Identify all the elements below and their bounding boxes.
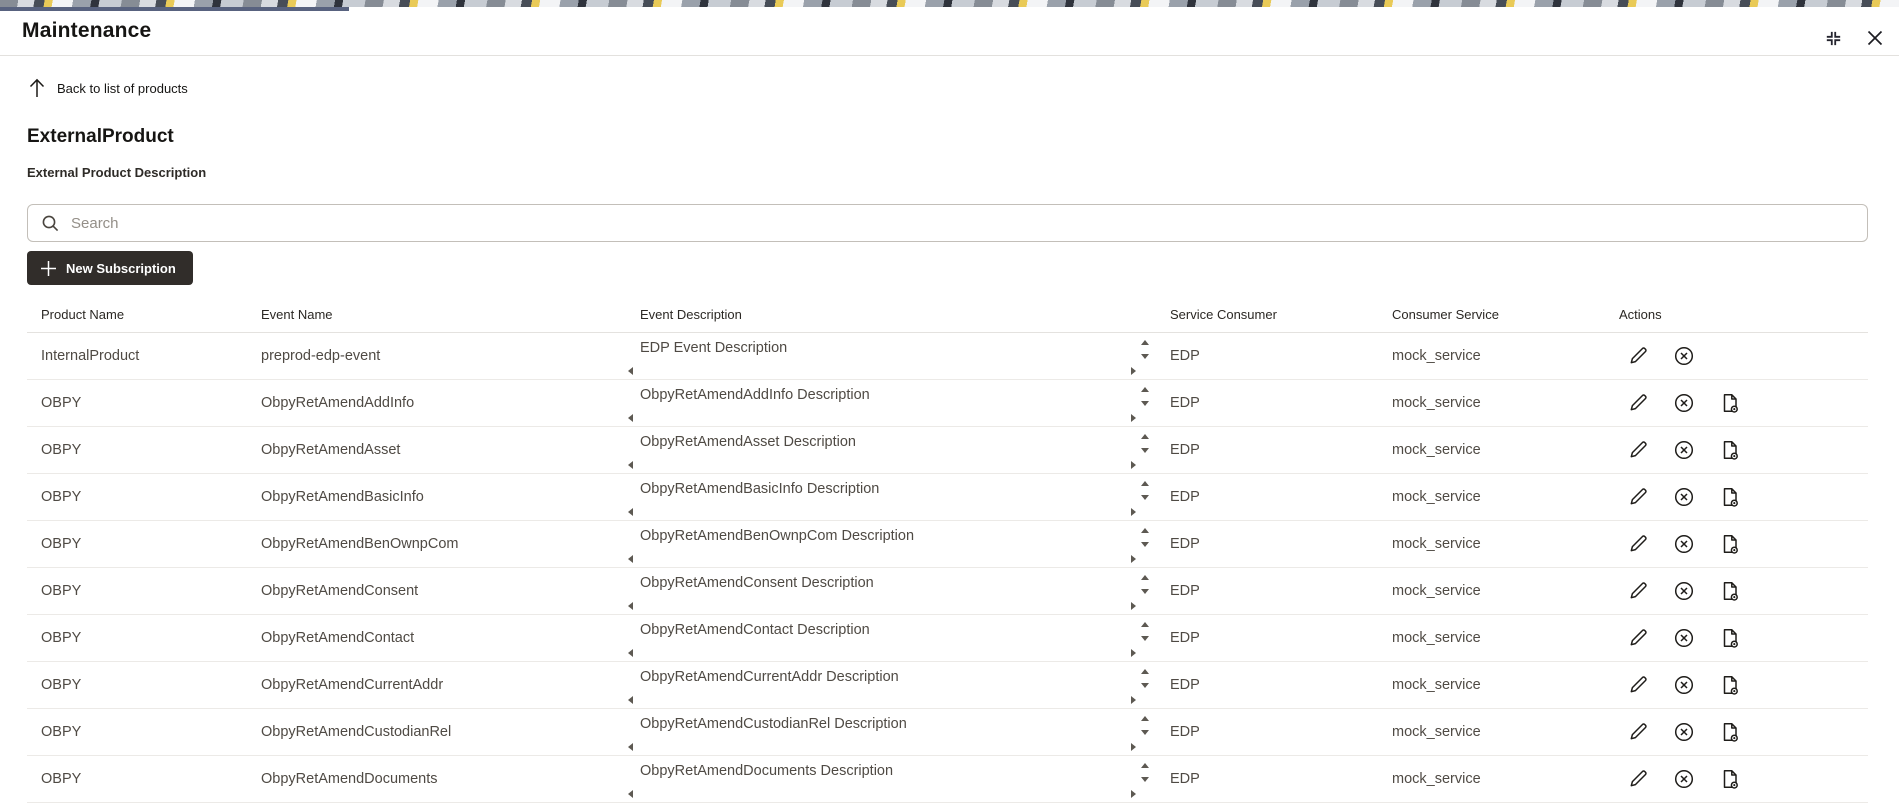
scroll-right-icon[interactable] [1131, 414, 1136, 422]
scroll-up-icon[interactable] [1141, 716, 1149, 721]
table-row [27, 709, 1868, 756]
unsubscribe-icon[interactable] [1673, 486, 1695, 508]
view-document-icon[interactable] [1719, 721, 1741, 743]
unsubscribe-icon[interactable] [1673, 392, 1695, 414]
back-link-label: Back to list of products [57, 80, 188, 96]
cell-event-name: ObpyRetAmendConsent [261, 583, 419, 599]
back-to-products-link[interactable] [27, 76, 188, 100]
event-description-text: ObpyRetAmendContact Description [640, 622, 870, 638]
cell-event-name: ObpyRetAmendCurrentAddr [261, 677, 444, 693]
scroll-down-icon[interactable] [1141, 777, 1149, 782]
cell-event-description[interactable] [626, 568, 1156, 614]
cell-event-name: ObpyRetAmendDocuments [261, 771, 438, 787]
cell-product-name: OBPY [41, 536, 82, 552]
cell-actions [1605, 392, 1868, 414]
cell-product-name: OBPY [41, 489, 82, 505]
edit-pencil-icon[interactable] [1627, 439, 1649, 461]
cell-product-name: OBPY [41, 677, 82, 693]
cell-product-name: OBPY [41, 724, 82, 740]
new-subscription-button[interactable] [27, 251, 193, 285]
scroll-left-icon[interactable] [628, 461, 633, 469]
edit-pencil-icon[interactable] [1627, 345, 1649, 367]
page-background-strip [0, 0, 1899, 7]
cell-event-description[interactable] [626, 427, 1156, 473]
close-icon [1865, 28, 1885, 48]
scroll-right-icon[interactable] [1131, 696, 1136, 704]
view-document-icon[interactable] [1719, 533, 1741, 555]
search-input[interactable] [71, 215, 1855, 232]
table-row [27, 333, 1868, 380]
up-arrow-icon [27, 77, 47, 99]
header-divider [0, 55, 1899, 56]
scroll-right-icon[interactable] [1131, 790, 1136, 798]
cell-actions [1605, 533, 1868, 555]
cell-product-name: OBPY [41, 771, 82, 787]
table-row [27, 474, 1868, 521]
page-subtitle: External Product Description [27, 165, 207, 180]
view-document-icon[interactable] [1719, 768, 1741, 790]
cell-product-name: OBPY [41, 583, 82, 599]
unsubscribe-icon[interactable] [1673, 674, 1695, 696]
cell-event-name: ObpyRetAmendAddInfo [261, 395, 415, 411]
column-header-event-name: Event Name [261, 306, 333, 322]
edit-pencil-icon[interactable] [1627, 392, 1649, 414]
table-row [27, 662, 1868, 709]
scroll-left-icon[interactable] [628, 602, 633, 610]
column-header-actions: Actions [1619, 306, 1662, 322]
cell-service-consumer: EDP [1170, 395, 1200, 411]
cell-event-name: ObpyRetAmendContact [261, 630, 415, 646]
edit-pencil-icon[interactable] [1627, 768, 1649, 790]
cell-service-consumer: EDP [1170, 771, 1200, 787]
cell-service-consumer: EDP [1170, 724, 1200, 740]
cell-event-description[interactable] [626, 333, 1156, 379]
scroll-up-icon[interactable] [1141, 481, 1149, 486]
cell-consumer-service: mock_service [1392, 442, 1481, 458]
view-document-icon[interactable] [1719, 392, 1741, 414]
scroll-right-icon[interactable] [1131, 649, 1136, 657]
scroll-left-icon[interactable] [628, 414, 633, 422]
cell-event-description[interactable] [626, 521, 1156, 567]
cell-actions [1605, 721, 1868, 743]
cell-event-description[interactable] [626, 380, 1156, 426]
unsubscribe-icon[interactable] [1673, 533, 1695, 555]
table-row [27, 756, 1868, 803]
scroll-right-icon[interactable] [1131, 743, 1136, 751]
cell-actions [1605, 674, 1868, 696]
scroll-up-icon[interactable] [1141, 622, 1149, 627]
cell-consumer-service: mock_service [1392, 677, 1481, 693]
scroll-down-icon[interactable] [1141, 495, 1149, 500]
edit-pencil-icon[interactable] [1627, 627, 1649, 649]
cell-product-name: InternalProduct [41, 348, 140, 364]
cell-consumer-service: mock_service [1392, 771, 1481, 787]
cell-event-description[interactable] [626, 615, 1156, 661]
scroll-left-icon[interactable] [628, 743, 633, 751]
cell-event-description[interactable] [626, 662, 1156, 708]
cell-consumer-service: mock_service [1392, 724, 1481, 740]
cell-event-description[interactable] [626, 709, 1156, 755]
cell-service-consumer: EDP [1170, 489, 1200, 505]
unsubscribe-icon[interactable] [1673, 439, 1695, 461]
scroll-down-icon[interactable] [1141, 730, 1149, 735]
unsubscribe-icon[interactable] [1673, 721, 1695, 743]
cell-product-name: OBPY [41, 630, 82, 646]
event-description-text: ObpyRetAmendConsent Description [640, 575, 874, 591]
cell-event-name: ObpyRetAmendCustodianRel [261, 724, 452, 740]
scroll-left-icon[interactable] [628, 790, 633, 798]
scroll-down-icon[interactable] [1141, 542, 1149, 547]
scroll-right-icon[interactable] [1131, 508, 1136, 516]
dialog-header [0, 11, 1899, 55]
view-document-icon[interactable] [1719, 627, 1741, 649]
unsubscribe-icon[interactable] [1673, 768, 1695, 790]
search-icon [40, 213, 61, 234]
cell-consumer-service: mock_service [1392, 395, 1481, 411]
cell-service-consumer: EDP [1170, 583, 1200, 599]
edit-pencil-icon[interactable] [1627, 580, 1649, 602]
edit-pencil-icon[interactable] [1627, 674, 1649, 696]
table-body [27, 333, 1868, 803]
view-document-icon[interactable] [1719, 674, 1741, 696]
scroll-up-icon[interactable] [1141, 669, 1149, 674]
event-description-text: ObpyRetAmendBenOwnpCom Description [640, 528, 915, 544]
cell-event-description[interactable] [626, 756, 1156, 802]
event-description-text: EDP Event Description [640, 340, 788, 356]
cell-event-name: ObpyRetAmendBenOwnpCom [261, 536, 459, 552]
scroll-up-icon[interactable] [1141, 575, 1149, 580]
scroll-up-icon[interactable] [1141, 434, 1149, 439]
scroll-right-icon[interactable] [1131, 461, 1136, 469]
scroll-down-icon[interactable] [1141, 636, 1149, 641]
scroll-left-icon[interactable] [628, 649, 633, 657]
column-header-event-description: Event Description [640, 306, 742, 322]
cell-event-name: preprod-edp-event [261, 348, 381, 364]
cell-event-description[interactable] [626, 474, 1156, 520]
view-document-icon[interactable] [1719, 580, 1741, 602]
cell-consumer-service: mock_service [1392, 583, 1481, 599]
cell-consumer-service: mock_service [1392, 348, 1481, 364]
cell-service-consumer: EDP [1170, 536, 1200, 552]
scroll-up-icon[interactable] [1141, 763, 1149, 768]
scroll-right-icon[interactable] [1131, 555, 1136, 563]
cell-consumer-service: mock_service [1392, 536, 1481, 552]
table-row [27, 615, 1868, 662]
cell-actions [1605, 486, 1868, 508]
scroll-down-icon[interactable] [1141, 683, 1149, 688]
view-document-icon[interactable] [1719, 439, 1741, 461]
new-subscription-label: New Subscription [66, 260, 176, 276]
table-row [27, 427, 1868, 474]
table-row [27, 380, 1868, 427]
table-row [27, 521, 1868, 568]
scroll-left-icon[interactable] [628, 367, 633, 375]
cell-consumer-service: mock_service [1392, 630, 1481, 646]
event-description-text: ObpyRetAmendCustodianRel Description [640, 716, 907, 732]
subscriptions-table [27, 296, 1868, 803]
cell-event-name: ObpyRetAmendAsset [261, 442, 401, 458]
scroll-down-icon[interactable] [1141, 354, 1149, 359]
column-header-consumer-service: Consumer Service [1392, 306, 1499, 322]
unsubscribe-icon[interactable] [1673, 627, 1695, 649]
search-box [27, 204, 1868, 242]
table-row [27, 568, 1868, 615]
cell-event-name: ObpyRetAmendBasicInfo [261, 489, 424, 505]
cell-service-consumer: EDP [1170, 677, 1200, 693]
event-description-text: ObpyRetAmendAsset Description [640, 434, 856, 450]
table-header-row [27, 296, 1868, 333]
scroll-up-icon[interactable] [1141, 528, 1149, 533]
cell-actions [1605, 580, 1868, 602]
event-description-text: ObpyRetAmendAddInfo Description [640, 387, 870, 403]
cell-product-name: OBPY [41, 442, 82, 458]
scroll-down-icon[interactable] [1141, 448, 1149, 453]
unsubscribe-icon[interactable] [1673, 345, 1695, 367]
page-title: ExternalProduct [27, 126, 174, 147]
edit-pencil-icon[interactable] [1627, 721, 1649, 743]
cell-actions [1605, 345, 1868, 367]
collapse-dialog-button[interactable] [1820, 25, 1846, 51]
cell-product-name: OBPY [41, 395, 82, 411]
scroll-right-icon[interactable] [1131, 367, 1136, 375]
scroll-left-icon[interactable] [628, 508, 633, 516]
cell-consumer-service: mock_service [1392, 489, 1481, 505]
scroll-right-icon[interactable] [1131, 602, 1136, 610]
edit-pencil-icon[interactable] [1627, 486, 1649, 508]
scroll-down-icon[interactable] [1141, 401, 1149, 406]
event-description-text: ObpyRetAmendDocuments Description [640, 763, 894, 779]
view-document-icon[interactable] [1719, 486, 1741, 508]
collapse-icon [1823, 28, 1844, 49]
column-header-product-name: Product Name [41, 306, 125, 322]
unsubscribe-icon[interactable] [1673, 580, 1695, 602]
cell-service-consumer: EDP [1170, 348, 1200, 364]
cell-actions [1605, 627, 1868, 649]
cell-service-consumer: EDP [1170, 630, 1200, 646]
scroll-up-icon[interactable] [1141, 387, 1149, 392]
scroll-left-icon[interactable] [628, 696, 633, 704]
dialog-title: Maintenance [22, 19, 152, 42]
scroll-up-icon[interactable] [1141, 340, 1149, 345]
plus-icon [40, 260, 57, 277]
scroll-left-icon[interactable] [628, 555, 633, 563]
edit-pencil-icon[interactable] [1627, 533, 1649, 555]
cell-actions [1605, 768, 1868, 790]
scroll-down-icon[interactable] [1141, 589, 1149, 594]
column-header-service-consumer: Service Consumer [1170, 306, 1277, 322]
close-dialog-button[interactable] [1862, 25, 1888, 51]
cell-actions [1605, 439, 1868, 461]
event-description-text: ObpyRetAmendBasicInfo Description [640, 481, 880, 497]
cell-service-consumer: EDP [1170, 442, 1200, 458]
event-description-text: ObpyRetAmendCurrentAddr Description [640, 669, 899, 685]
